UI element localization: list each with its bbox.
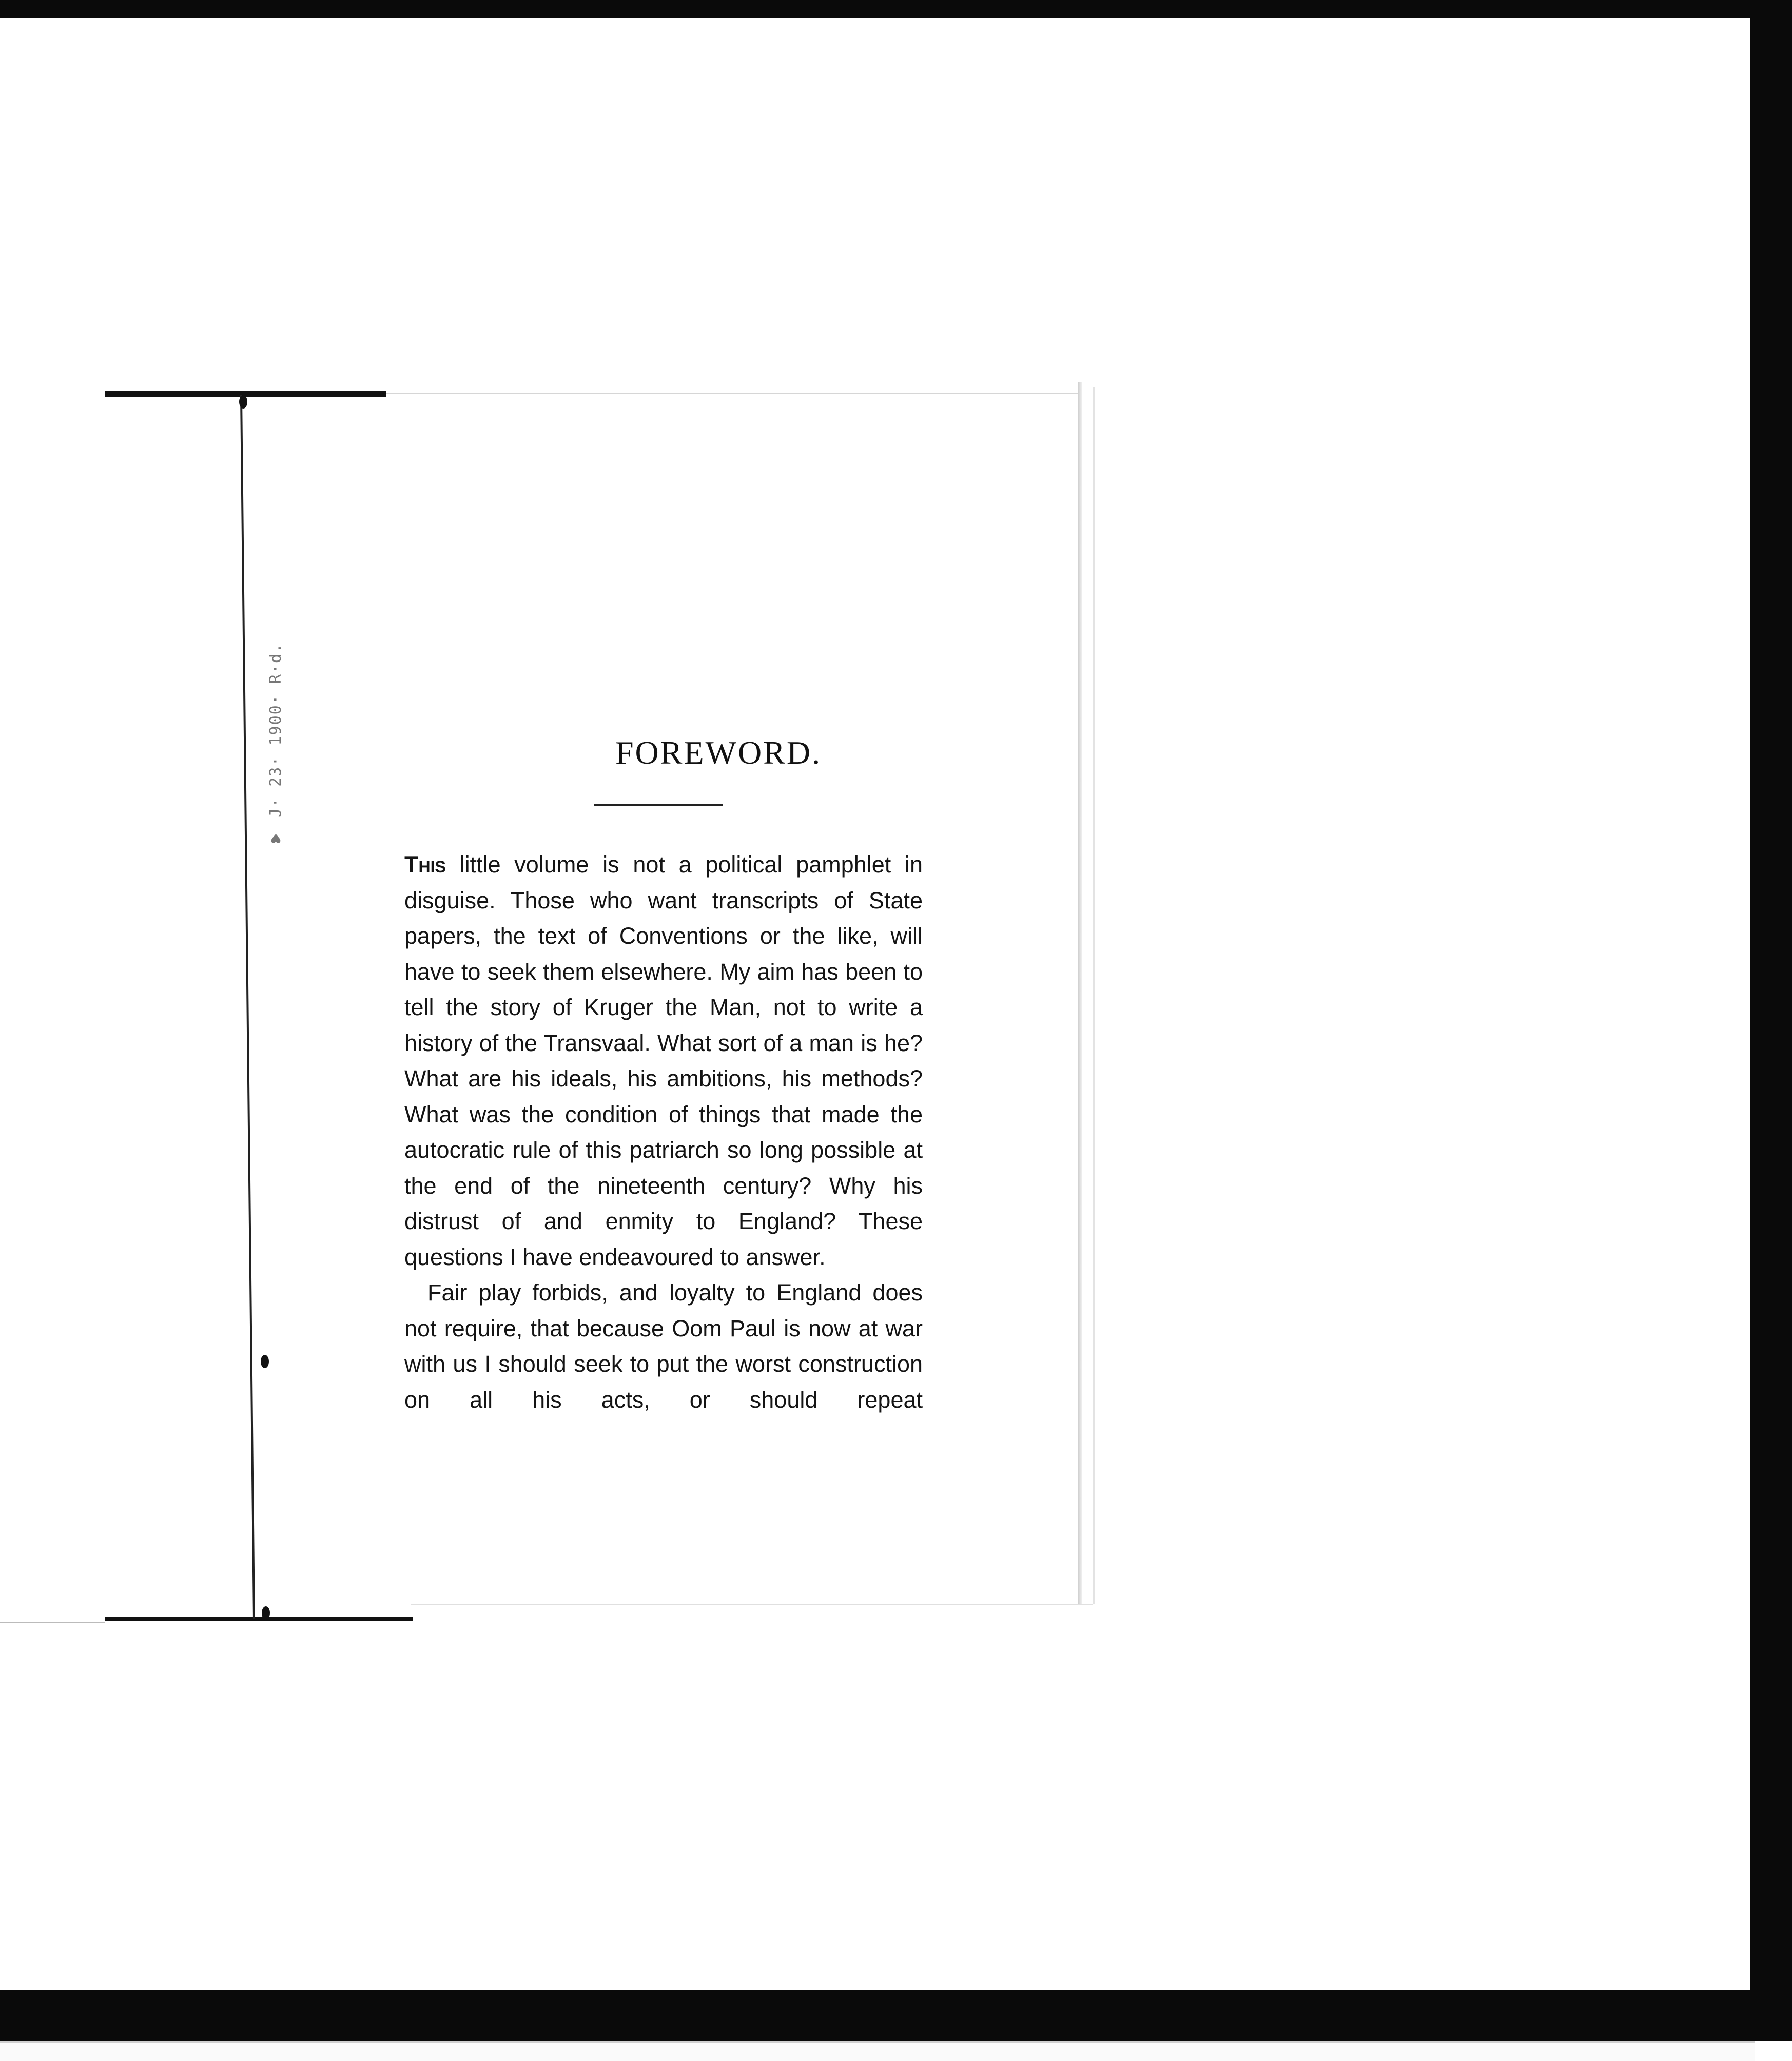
facing-page-bottom-edge <box>0 1622 105 1623</box>
paragraph-2: Fair play forbids, and loyalty to England does not require, that because Oom Paul is now at war with us I should seek to put the worst construction on all his acts, or should repeat <box>404 1279 923 1413</box>
scan-border-bottom <box>0 1990 1792 2041</box>
page-bottom-edge <box>411 1604 1093 1605</box>
next-page-strip <box>0 2041 1755 2061</box>
page-title: FOREWORD. <box>615 734 822 771</box>
binding-thread-knot <box>239 395 247 409</box>
paragraph-lead-word: This <box>404 851 446 878</box>
foreword-body <box>404 847 923 1417</box>
page-right-edge-shadow <box>1093 387 1095 1604</box>
page-right-edge <box>1078 382 1082 1604</box>
book-spine-fold <box>240 395 255 1619</box>
paragraph-1 <box>404 847 923 1275</box>
library-stamp: ♥ J· 23· 1900· R·d. <box>267 642 285 847</box>
scan-border-top <box>0 0 1792 18</box>
paragraph-1-text: little volume is not a political pamphlet in disguise. Those who want transcripts of State papers, the text of Conventions or the like, will have to seek them elsewhere. My aim has been to tell the story of Kruger the Man, not to write a history of the Transvaal. What sort of a man is he? What are his ideals, his ambitions, his methods? What was the condition of things that made the autocratic rule of this patriarch so long possible at the end of the nineteenth century? Why his distrust of and enmity to England? These questions I have endeavoured to answer. <box>404 851 923 1270</box>
binding-thread-knot <box>262 1606 270 1620</box>
scan-border-right <box>1750 0 1792 2032</box>
title-rule <box>594 804 723 806</box>
page-top-edge <box>386 393 1079 394</box>
binding-thread-knot <box>261 1355 269 1368</box>
binding-bottom-edge <box>105 1617 413 1621</box>
